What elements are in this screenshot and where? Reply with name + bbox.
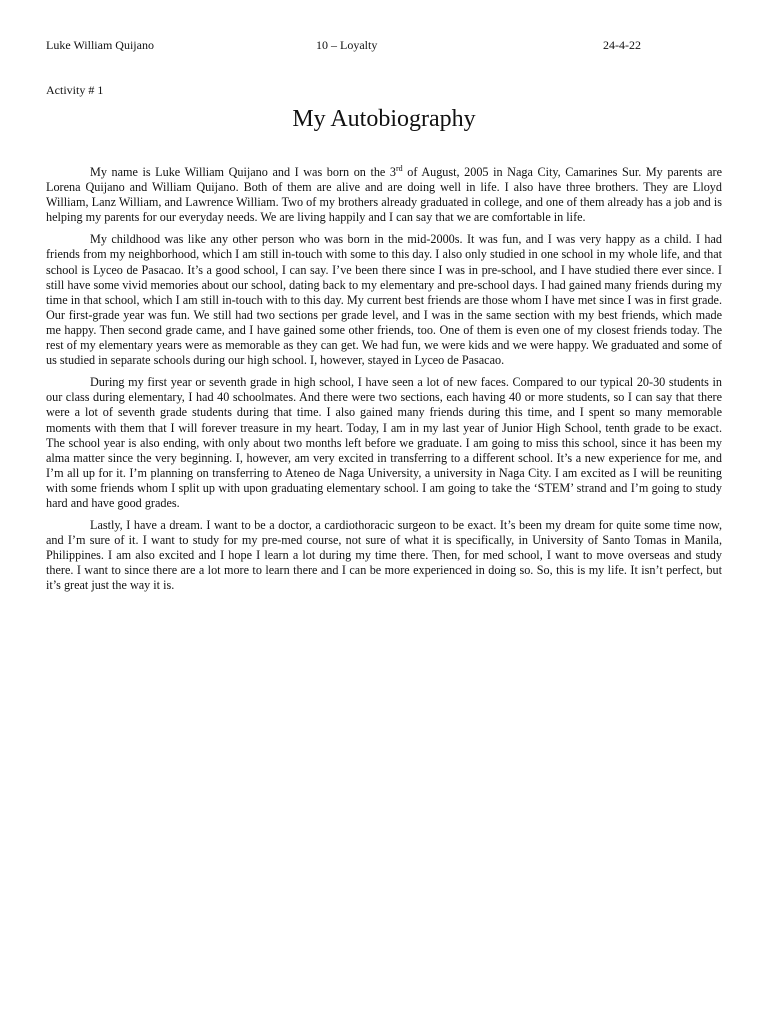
paragraph-2: My childhood was like any other person who was born in the mid-2000s. It was fun, and I was very happy as a child. I had friends from my neighborhood, which I am still in-touch with some to this day. I also only studied in one school in my whole life, and that school is Lyceo de Pasacao. It’s a good school, I can say. I’ve been there since I was in pre-school, and I have studied there ever since. I still have some vivid memories about our school, dating back to my elementary and pre-school days. I had gained many friends during my time in that school, which I am still in-touch with to this day. My current best friends are those whom I have met since I was in first grade. Our first-grade year was fun. We still had two sections per grade level, and I was in the same section with my best friends, which made me happy. Then second grade came, and I have gained some other friends, too. One of them is even one of my closest friends today. The rest of my elementary years were as memorable as they can get. We had fun, we were kids and we were happy. We graduated and some of us studied in separate schools during our high school. I, however, stayed in Lyceo de Pasacao. [46, 232, 722, 368]
paragraph-1 [46, 165, 722, 225]
document-body [46, 165, 722, 601]
header-author: Luke William Quijano [46, 38, 154, 52]
page-title: My Autobiography [292, 106, 476, 132]
paragraph-1-text-a: My name is Luke William Quijano and I was born on the 3 [90, 165, 397, 179]
activity-label: Activity # 1 [46, 83, 104, 97]
header-date: 24-4-22 [603, 38, 641, 52]
paragraph-3: During my first year or seventh grade in high school, I have seen a lot of new faces. Compared to our typical 20-30 students in our class during elementary, I had 40 schoolmates. And there were two sections, each having 40 or more students, so I can say that there were a lot of seventh grade students during that time. I also gained many friends during this time, and I spent so many memorable moments with them that I will forever treasure in my heart. Today, I am in my last year of Junior High School, tenth grade to be exact. The school year is also ending, with only about two months left before we graduate. I am going to miss this school, since it has been my alma matter since the very beginning. I, however, am very excited in transferring to a different school. It’s a new experience for me, and I’m all up for it. I’m planning on transferring to Ateneo de Naga University, a university in Naga City. I am excited as I will be reuniting with some friends whom I split up with upon graduating elementary school. I am going to take the ‘STEM’ strand and I’m going to study hard and have good grades. [46, 375, 722, 510]
header-section: 10 – Loyalty [316, 38, 378, 52]
paragraph-1-text-b: of August, 2005 in Naga City, Camarines Sur. My parents are Lorena Quijano and William Quijano. Both of them are alive and are doing well in life. I also have three brothers. They are Lloyd William, Lanz William, and Lawrence William. Two of my brothers already graduated in college, and one of them already has a job and is helping my parents for our everyday needs. We are living happily and I can say that we are comfortable in life. [46, 165, 722, 225]
ordinal-suffix: rd [396, 163, 403, 173]
paragraph-4: Lastly, I have a dream. I want to be a doctor, a cardiothoracic surgeon to be exact. It’s been my dream for quite some time now, and I’m sure of it. I want to study for my pre-med course, not sure of what it is specifically, in University of Santo Tomas in Manila, Philippines. I am also excited and I hope I learn a lot during my time there. Then, for med school, I want to move overseas and study there. I want to since there are a lot more to learn there and I can be more experienced in doing so. So, this is my life. It isn’t perfect, but it’s great just the way it is. [46, 518, 722, 593]
